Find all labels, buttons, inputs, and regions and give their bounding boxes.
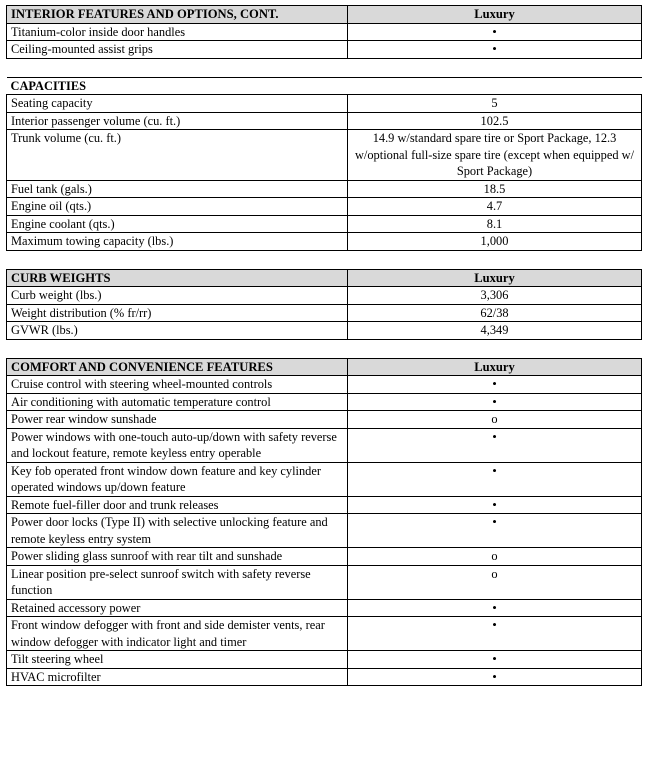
- row-value: 1,000: [348, 233, 642, 251]
- table-row: [7, 287, 642, 305]
- row-value: 8.1: [348, 215, 642, 233]
- row-label: Remote fuel-filler door and trunk releases: [7, 496, 348, 514]
- row-label: GVWR (lbs.): [7, 322, 348, 340]
- table-row: [7, 130, 642, 181]
- table-row: [7, 617, 642, 651]
- row-label: Power sliding glass sunroof with rear tilt and sunshade: [7, 548, 348, 566]
- curb-header-row: [7, 269, 642, 287]
- row-value: 5: [348, 95, 642, 113]
- table-row: [7, 376, 642, 394]
- row-label: Trunk volume (cu. ft.): [7, 130, 348, 181]
- row-label: Front window defogger with front and side demister vents, rear window defogger with indicator light and timer: [7, 617, 348, 651]
- row-value: •: [348, 668, 642, 686]
- row-label: Titanium-color inside door handles: [7, 23, 348, 41]
- table-row: [7, 233, 642, 251]
- table-row: [7, 180, 642, 198]
- row-value: 4,349: [348, 322, 642, 340]
- row-label: Retained accessory power: [7, 599, 348, 617]
- curb-col-header: Luxury: [348, 269, 642, 287]
- table-row: [7, 215, 642, 233]
- table-row: [7, 393, 642, 411]
- row-value: •: [348, 496, 642, 514]
- table-row: [7, 41, 642, 59]
- row-value: 102.5: [348, 112, 642, 130]
- row-value: 62/38: [348, 304, 642, 322]
- table-row: [7, 496, 642, 514]
- row-label: Power rear window sunshade: [7, 411, 348, 429]
- row-label: Linear position pre-select sunroof switch with safety reverse function: [7, 565, 348, 599]
- row-value: 14.9 w/standard spare tire or Sport Package, 12.3 w/optional full-size spare tire (except when equipped w/ Sport Package): [348, 130, 642, 181]
- table-row: [7, 651, 642, 669]
- table-row: [7, 23, 642, 41]
- spec-document: [6, 5, 641, 686]
- row-label: Power door locks (Type II) with selective unlocking feature and remote keyless entry system: [7, 514, 348, 548]
- row-label: Curb weight (lbs.): [7, 287, 348, 305]
- interior-col-header: Luxury: [348, 6, 642, 24]
- row-value: •: [348, 428, 642, 462]
- table-row: [7, 112, 642, 130]
- table-row: [7, 428, 642, 462]
- row-label: Cruise control with steering wheel-mounted controls: [7, 376, 348, 394]
- row-value: •: [348, 514, 642, 548]
- row-value: o: [348, 411, 642, 429]
- table-row: [7, 411, 642, 429]
- row-label: Engine coolant (qts.): [7, 215, 348, 233]
- interior-title: INTERIOR FEATURES AND OPTIONS, CONT.: [7, 6, 348, 24]
- table-row: [7, 548, 642, 566]
- row-label: HVAC microfilter: [7, 668, 348, 686]
- table-row: [7, 304, 642, 322]
- table-row: [7, 514, 642, 548]
- row-value: •: [348, 23, 642, 41]
- row-value: 3,306: [348, 287, 642, 305]
- curb-title: CURB WEIGHTS: [7, 269, 348, 287]
- row-label: Key fob operated front window down feature and key cylinder operated windows up/down feature: [7, 462, 348, 496]
- capacities-title: CAPACITIES: [7, 77, 642, 95]
- row-value: 4.7: [348, 198, 642, 216]
- row-value: o: [348, 548, 642, 566]
- row-value: •: [348, 651, 642, 669]
- row-label: Ceiling-mounted assist grips: [7, 41, 348, 59]
- row-label: Tilt steering wheel: [7, 651, 348, 669]
- table-row: [7, 462, 642, 496]
- row-label: Maximum towing capacity (lbs.): [7, 233, 348, 251]
- capacities-header-row: [7, 77, 642, 95]
- interior-header-row: [7, 6, 642, 24]
- row-value: •: [348, 599, 642, 617]
- row-label: Engine oil (qts.): [7, 198, 348, 216]
- row-value: •: [348, 393, 642, 411]
- table-row: [7, 599, 642, 617]
- comfort-header-row: [7, 358, 642, 376]
- table-row: [7, 668, 642, 686]
- table-row: [7, 95, 642, 113]
- row-label: Air conditioning with automatic temperature control: [7, 393, 348, 411]
- table-row: [7, 565, 642, 599]
- row-label: Interior passenger volume (cu. ft.): [7, 112, 348, 130]
- spec-table: [6, 5, 642, 686]
- comfort-col-header: Luxury: [348, 358, 642, 376]
- row-label: Seating capacity: [7, 95, 348, 113]
- row-value: •: [348, 617, 642, 651]
- row-value: o: [348, 565, 642, 599]
- row-label: Weight distribution (% fr/rr): [7, 304, 348, 322]
- row-label: Power windows with one-touch auto-up/down with safety reverse and lockout feature, remote keyless entry operable: [7, 428, 348, 462]
- row-value: •: [348, 376, 642, 394]
- table-row: [7, 198, 642, 216]
- row-label: Fuel tank (gals.): [7, 180, 348, 198]
- row-value: 18.5: [348, 180, 642, 198]
- row-value: •: [348, 462, 642, 496]
- row-value: •: [348, 41, 642, 59]
- comfort-title: COMFORT AND CONVENIENCE FEATURES: [7, 358, 348, 376]
- table-row: [7, 322, 642, 340]
